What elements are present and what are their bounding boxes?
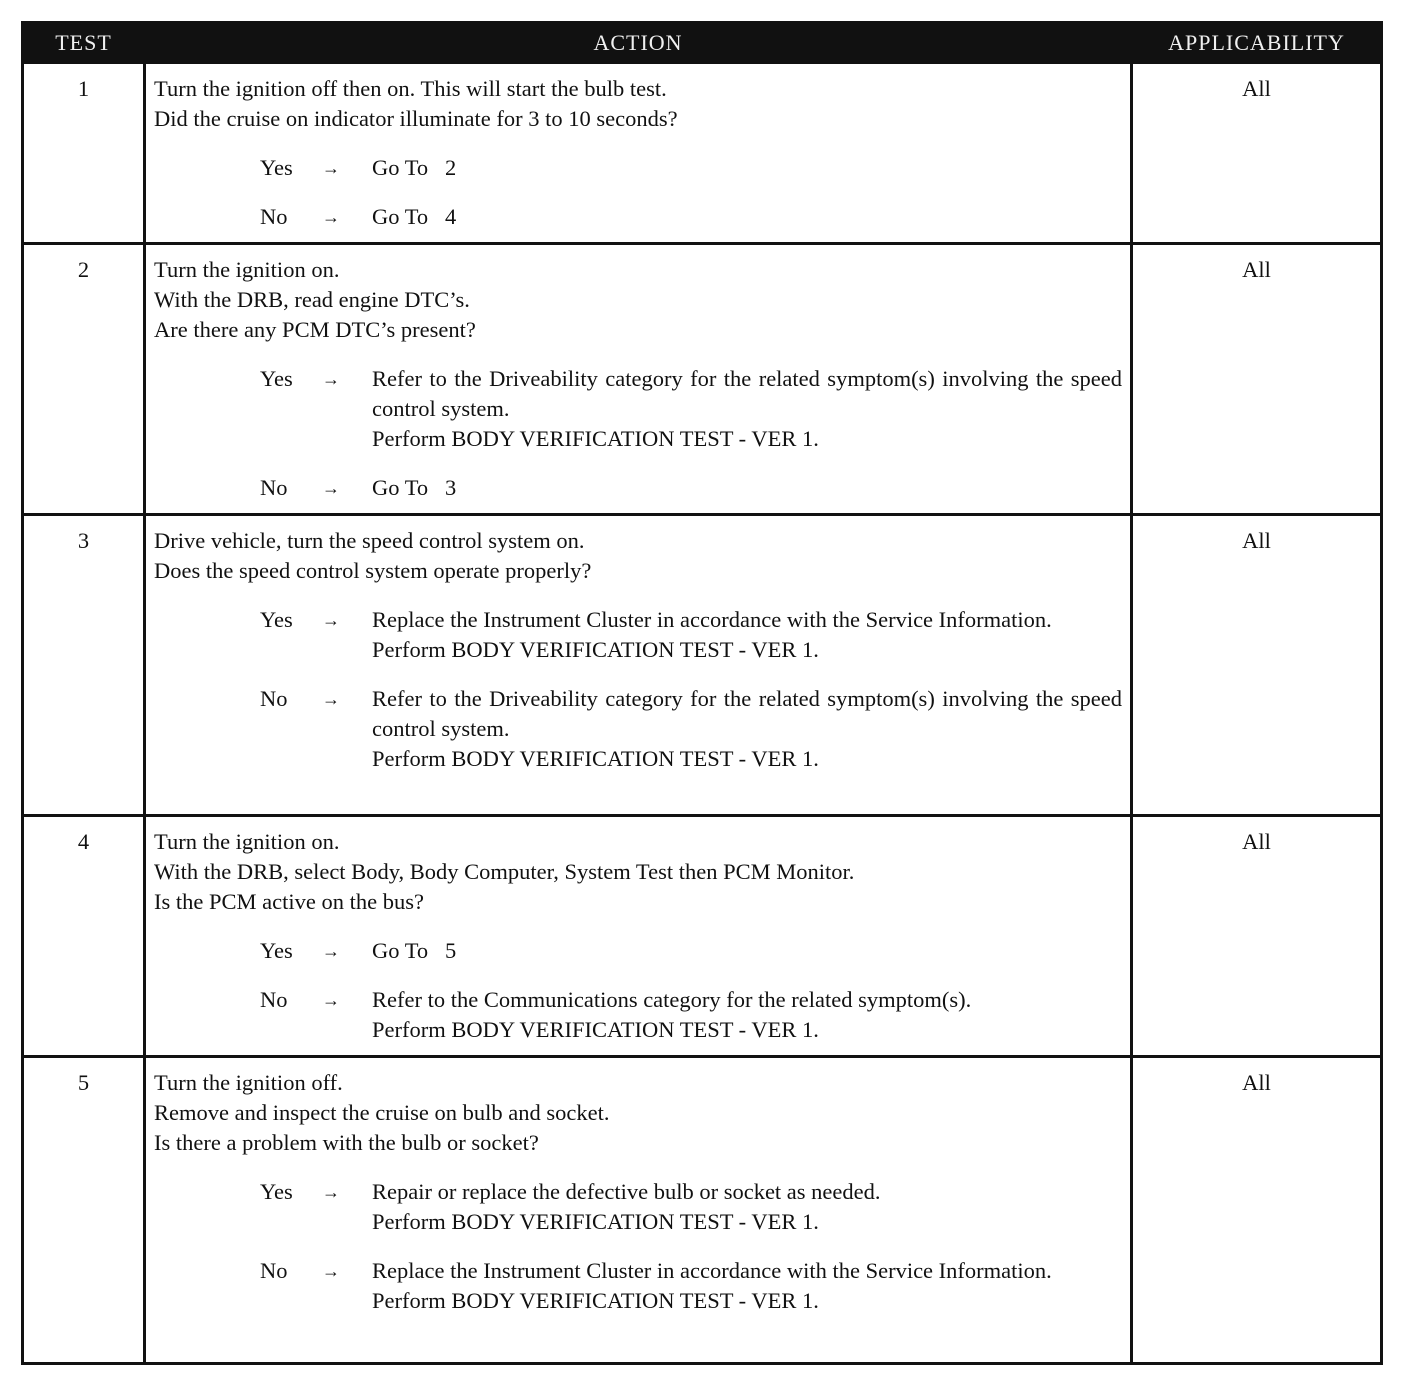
applicability-value: All xyxy=(1132,1057,1382,1364)
yes-label: Yes xyxy=(260,607,293,632)
instruction-line: Perform BODY VERIFICATION TEST - VER 1. xyxy=(372,1209,819,1234)
header-applicability: APPLICABILITY xyxy=(1132,23,1382,63)
test-number: 3 xyxy=(23,515,145,816)
yes-response xyxy=(154,605,1122,665)
no-response xyxy=(154,473,1122,503)
instruction-line: Perform BODY VERIFICATION TEST - VER 1. xyxy=(372,426,819,451)
no-label: No xyxy=(260,475,288,500)
applicability-value: All xyxy=(1132,63,1382,244)
right-arrow-icon: → xyxy=(322,610,340,630)
test-row xyxy=(23,1057,1382,1364)
action-step: Turn the ignition on. xyxy=(154,829,340,854)
no-instruction xyxy=(372,473,1122,503)
right-arrow-icon: → xyxy=(322,158,340,178)
right-arrow-icon: → xyxy=(322,369,340,389)
instruction-line: Perform BODY VERIFICATION TEST - VER 1. xyxy=(372,746,819,771)
action-cell xyxy=(145,1057,1132,1364)
action-step: Turn the ignition off then on. This will start the bulb test. xyxy=(154,76,667,101)
yes-label: Yes xyxy=(260,1179,293,1204)
no-label: No xyxy=(260,987,288,1012)
instruction-line: Go To 3 xyxy=(372,475,457,500)
action-step: With the DRB, read engine DTC’s. xyxy=(154,287,470,312)
no-instruction xyxy=(372,202,1122,232)
no-instruction xyxy=(372,985,1122,1045)
instruction-line: Go To 4 xyxy=(372,204,457,229)
action-step: Did the cruise on indicator illuminate for 3 to 10 seconds? xyxy=(154,106,678,131)
yes-response xyxy=(154,936,1122,966)
header-action: ACTION xyxy=(145,23,1132,63)
instruction-line: Perform BODY VERIFICATION TEST - VER 1. xyxy=(372,637,819,662)
header-row xyxy=(23,23,1382,63)
action-cell xyxy=(145,63,1132,244)
applicability-value: All xyxy=(1132,515,1382,816)
no-response xyxy=(154,202,1122,232)
right-arrow-icon: → xyxy=(322,1261,340,1281)
right-arrow-icon: → xyxy=(322,689,340,709)
action-step: Is the PCM active on the bus? xyxy=(154,889,424,914)
test-number: 5 xyxy=(23,1057,145,1364)
yes-instruction xyxy=(372,1177,1122,1237)
test-row xyxy=(23,63,1382,244)
applicability-value: All xyxy=(1132,816,1382,1057)
applicability-value: All xyxy=(1132,244,1382,515)
right-arrow-icon: → xyxy=(322,941,340,961)
action-step: Turn the ignition on. xyxy=(154,257,340,282)
instruction-line: Perform BODY VERIFICATION TEST - VER 1. xyxy=(372,1017,819,1042)
no-response xyxy=(154,985,1122,1045)
right-arrow-icon: → xyxy=(322,990,340,1010)
right-arrow-icon: → xyxy=(322,478,340,498)
yes-instruction xyxy=(372,364,1128,454)
no-instruction xyxy=(372,1256,1122,1316)
action-step: Remove and inspect the cruise on bulb and socket. xyxy=(154,1100,610,1125)
action-step: With the DRB, select Body, Body Computer, System Test then PCM Monitor. xyxy=(154,859,855,884)
instruction-line: Refer to the Communications category for the related symptom(s). xyxy=(372,987,972,1012)
yes-instruction xyxy=(372,153,1122,183)
yes-response xyxy=(154,364,1128,454)
test-row xyxy=(23,244,1382,515)
no-response xyxy=(154,1256,1122,1316)
diagnostic-test-table xyxy=(21,21,1383,1365)
action-step: Drive vehicle, turn the speed control system on. xyxy=(154,528,585,553)
test-row xyxy=(23,515,1382,816)
test-number: 4 xyxy=(23,816,145,1057)
test-row xyxy=(23,816,1382,1057)
action-step: Are there any PCM DTC’s present? xyxy=(154,317,476,342)
instruction-line: Refer to the Driveability category for the related symptom(s) involving the speed control system. xyxy=(372,366,1128,421)
right-arrow-icon: → xyxy=(322,207,340,227)
action-step: Does the speed control system operate properly? xyxy=(154,558,592,583)
header-test: TEST xyxy=(23,23,145,63)
test-number: 2 xyxy=(23,244,145,515)
yes-label: Yes xyxy=(260,938,293,963)
test-number: 1 xyxy=(23,63,145,244)
yes-label: Yes xyxy=(260,155,293,180)
no-label: No xyxy=(260,204,288,229)
instruction-line: Replace the Instrument Cluster in accordance with the Service Information. xyxy=(372,607,1052,632)
instruction-line: Go To 5 xyxy=(372,938,457,963)
instruction-line: Perform BODY VERIFICATION TEST - VER 1. xyxy=(372,1288,819,1313)
action-cell xyxy=(145,515,1132,816)
instruction-line: Refer to the Driveability category for the related symptom(s) involving the speed control system. xyxy=(372,686,1128,741)
action-step: Turn the ignition off. xyxy=(154,1070,343,1095)
yes-instruction xyxy=(372,605,1122,665)
no-response xyxy=(154,684,1128,774)
action-cell xyxy=(145,816,1132,1057)
no-instruction xyxy=(372,684,1128,774)
instruction-line: Go To 2 xyxy=(372,155,457,180)
instruction-line: Replace the Instrument Cluster in accordance with the Service Information. xyxy=(372,1258,1052,1283)
no-label: No xyxy=(260,686,288,711)
yes-instruction xyxy=(372,936,1122,966)
instruction-line: Repair or replace the defective bulb or socket as needed. xyxy=(372,1179,881,1204)
no-label: No xyxy=(260,1258,288,1283)
action-cell xyxy=(145,244,1132,515)
right-arrow-icon: → xyxy=(322,1182,340,1202)
yes-response xyxy=(154,1177,1122,1237)
yes-label: Yes xyxy=(260,366,293,391)
yes-response xyxy=(154,153,1122,183)
action-step: Is there a problem with the bulb or socket? xyxy=(154,1130,539,1155)
